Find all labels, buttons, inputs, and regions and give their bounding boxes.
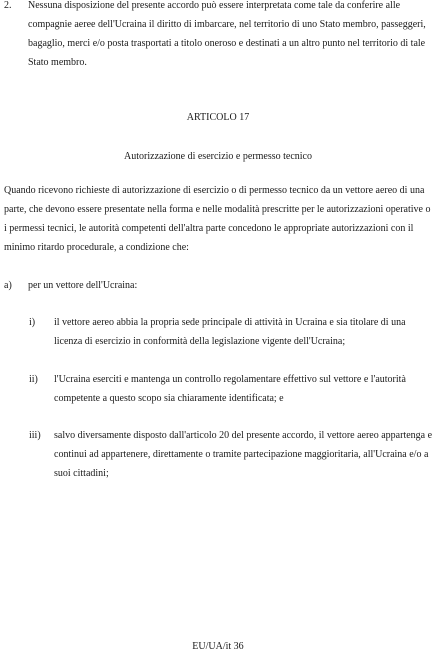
subpoint-i-text: il vettore aereo abbia la propria sede principale di attività in Ucraina e sia titolare di una licenza di esercizio in conformità della legislazione vigente dell'Ucraina; xyxy=(54,317,406,347)
article-title: Autorizzazione di esercizio e permesso tecnico xyxy=(124,151,312,162)
paragraph-2-text: Nessuna disposizione del presente accordo può essere interpretata come tale da conferire alle compagnie aeree dell'Ucraina il diritto di imbarcare, nel territorio di uno Stato membro, passeggeri, bagaglio, merci e/o posta trasportati a titolo oneroso e destinati a un altro punto nel territorio di tale Stato membro. xyxy=(28,0,426,68)
subpoint-i xyxy=(29,313,433,351)
point-a xyxy=(4,276,432,295)
article-heading: ARTICOLO 17 xyxy=(186,112,250,123)
page-footer-ref: EU/UA/it 36 xyxy=(192,641,244,652)
point-a-label: a) xyxy=(4,280,12,291)
subpoint-i-label: i) xyxy=(29,317,36,328)
subpoint-ii xyxy=(29,370,433,408)
subpoint-iii xyxy=(29,426,433,483)
subpoint-ii-text: l'Ucraina eserciti e mantenga un controllo regolamentare effettivo sul vettore e l'autorità competente a questo scopo sia chiaramente identificata; e xyxy=(54,374,406,404)
subpoint-ii-label: ii) xyxy=(29,374,38,385)
point-a-text: per un vettore dell'Ucraina: xyxy=(28,280,138,291)
paragraph-2 xyxy=(4,0,432,72)
subpoint-iii-text: salvo diversamente disposto dall'articolo 20 del presente accordo, il vettore aereo appartenga e continui ad appartenere, direttamente o tramite partecipazione maggioritaria, all'Ucraina e/o a suoi cittadini; xyxy=(54,430,433,479)
subpoint-iii-label: iii) xyxy=(29,430,41,441)
article-intro: Quando ricevono richieste di autorizzazione di esercizio o di permesso tecnico da un vettore aereo di una parte, che devono essere presentate nella forma e nelle modalità prescritte per le autorizzazioni operative o i permessi tecnici, le autorità competenti dell'altra parte concedono le appropriate autorizzazioni con il minimo ritardo procedurale, a condizione che: xyxy=(4,185,431,253)
paragraph-2-number: 2. xyxy=(4,0,12,11)
